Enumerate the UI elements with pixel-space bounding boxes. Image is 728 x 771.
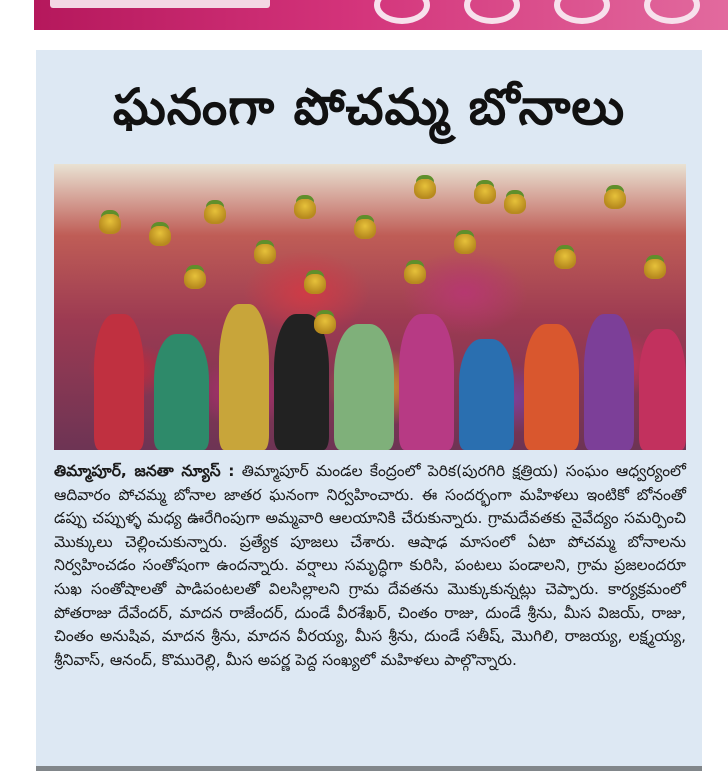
next-article-edge bbox=[36, 766, 702, 771]
bonam-pot bbox=[149, 226, 171, 246]
bonam-pot bbox=[304, 274, 326, 294]
photo-figure bbox=[459, 339, 514, 450]
article-body-text: తిమ్మాపూర్ మండల కేంద్రంలో పెరిక(పురగిరి క్షత్రియ) సంఘం ఆధ్వర్యంలో ఆదివారం పోచమ్మ బోనాల జాతర ఘనంగా నిర్వహించారు. ఈ సందర్భంగా మహిళలు ఇంటికో బోనంతో డప్పు చప్పుళ్ళ మధ్య ఊరేగింపుగా అమ్మవారి ఆలయానికి చేరుకున్నారు. గ్రామదేవతకు నైవేద్యం సమర్పించి మొక్కులు చెల్లించుకున్నారు. ప్రత్యేక పూజలు చేశారు. ఆషాఢ మాసంలో ఏటా పోచమ్మ బోనాలను నిర్వహించడం సంతోషంగా ఉందన్నారు. వర్షాలు సమృద్ధిగా కురిసి, పంటలు పండాలని, గ్రామ ప్రజలందరూ సుఖ సంతోషాలతో పాడిపంటలతో విలసిల్లాలని గ్రామ దేవతను మొక్కుకున్నట్లు చెప్పారు. కార్యక్రమంలో పోతరాజు దేవేందర్, మాదన రాజేందర్, దుండే వీరశేఖర్, చింతం రాజు, దుండే శ్రీను, మీస విజయ్, రాజు, చింతం అనుషివ, మాదన శ్రీను, మాదన వీరయ్య, మీస శ్రీను, దుండే సతీష్, మొగిలి, రాజయ్య, లక్ష్మయ్య, శ్రీనివాస్, ఆనంద్, కొమురెల్లి, మీస అపర్ణ పెద్ద సంఖ్యలో మహిళలు పాల్గొన్నారు. bbox=[54, 462, 686, 669]
bonam-pot bbox=[204, 204, 226, 224]
photo-figure bbox=[584, 314, 634, 450]
bonam-pot bbox=[404, 264, 426, 284]
bonam-pot bbox=[184, 269, 206, 289]
bonam-pot bbox=[474, 184, 496, 204]
photo-figure bbox=[219, 304, 269, 450]
bonam-pot bbox=[354, 219, 376, 239]
photo-figure bbox=[94, 314, 144, 450]
bonam-pot bbox=[504, 194, 526, 214]
newspaper-header-banner bbox=[34, 0, 728, 30]
news-article bbox=[36, 50, 702, 771]
photo-figure bbox=[524, 324, 579, 450]
article-body bbox=[54, 460, 686, 672]
bonam-pot bbox=[314, 314, 336, 334]
article-photo-bonalu-procession bbox=[54, 164, 686, 450]
masthead-glyph bbox=[464, 0, 520, 24]
bonam-pot bbox=[604, 189, 626, 209]
bonam-pot bbox=[414, 179, 436, 199]
bonam-pot bbox=[294, 199, 316, 219]
masthead-glyph bbox=[644, 0, 700, 24]
masthead-glyph bbox=[554, 0, 610, 24]
bonam-pot bbox=[454, 234, 476, 254]
photo-figure bbox=[154, 334, 209, 450]
masthead-logo bbox=[50, 0, 270, 8]
article-dateline: తిమ్మాపూర్, జనతా న్యూస్ : bbox=[54, 462, 235, 480]
bonam-pot bbox=[254, 244, 276, 264]
masthead-glyph bbox=[374, 0, 430, 24]
photo-figure bbox=[639, 329, 686, 450]
article-headline: ఘనంగా పోచమ్మ బోనాలు bbox=[112, 78, 626, 136]
photo-figure bbox=[334, 324, 394, 450]
bonam-pot bbox=[99, 214, 121, 234]
photo-figure bbox=[399, 314, 454, 450]
bonam-pot bbox=[644, 259, 666, 279]
bonam-pot bbox=[554, 249, 576, 269]
photo-figure bbox=[274, 314, 329, 450]
